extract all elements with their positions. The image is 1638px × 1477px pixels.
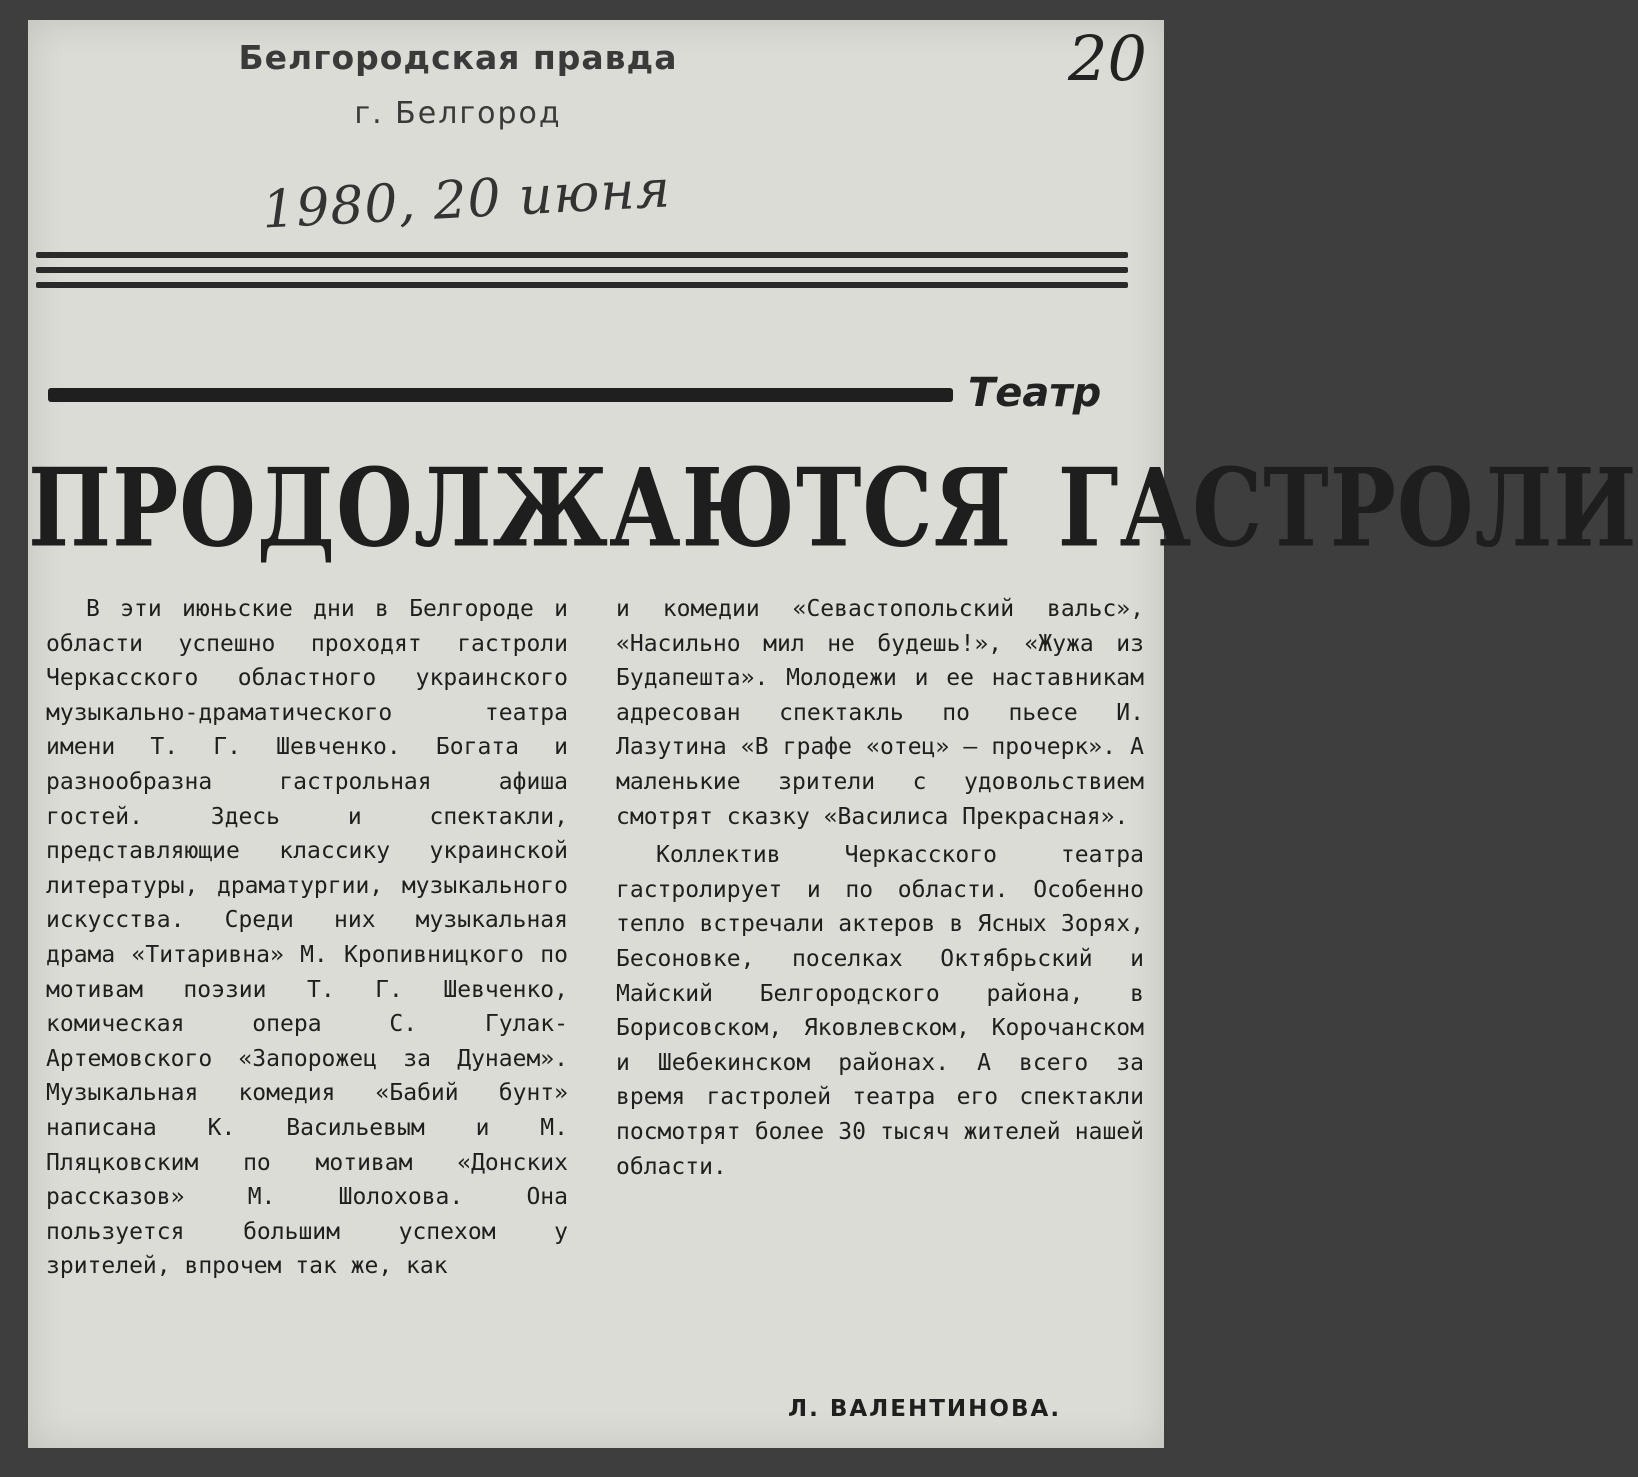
article-author: Л. ВАЛЕНТИНОВА.	[788, 1396, 1062, 1422]
divider-rule	[36, 252, 1128, 258]
article-column-left	[46, 592, 568, 1284]
article-column-right	[616, 592, 1144, 1184]
divider-rule	[36, 267, 1128, 273]
header-rules	[36, 252, 1128, 297]
newspaper-city: г. Белгород	[354, 96, 562, 131]
sheet-number: 20	[1068, 22, 1147, 95]
article-title: ПРОДОЛЖАЮТСЯ ГАСТРОЛИ	[28, 444, 1638, 571]
article-paragraph: Коллектив Черкасского театра гастролирует и по области. Особенно тепло встречали актеров в Ясных Зорях, Бесоновке, поселках Октябрьский и Майский Белгородского района, в Борисовском, Яковлевском, Корочанском и Шебекинском районах. А всего за время гастролей театра его спектакли посмотрят более 30 тысяч жителей нашей области.	[616, 842, 1144, 1180]
section-label: Театр	[968, 370, 1102, 416]
section-bar	[48, 388, 953, 402]
article-paragraph: и комедии «Севастопольский вальс», «Насильно мил не будешь!», «Жужа из Будапешта». Молодежи и ее наставникам адресован спектакль по пьесе И. Лазутина «В графе «отец» — прочерк». А маленькие зрители с удовольствием смотрят сказку «Василиса Прекрасная».	[616, 596, 1144, 830]
newspaper-name: Белгородская правда	[238, 38, 678, 77]
article-paragraph: В эти июньские дни в Белгороде и области успешно проходят гастроли Черкасского областного украинского музыкально-драматического театра имени Т. Г. Шевченко. Богата и разнообразна гастрольная афиша гостей. Здесь и спектакли, представляющие классику украинской литературы, драматургии, музыкального искусства. Среди них музыкальная драма «Титаривна» М. Кропивницкого по мотивам поэзии Т. Г. Шевченко, комическая опера С. Гулак-Артемовского «Запорожец за Дунаем». Музыкальная комедия «Бабий бунт» написана К. Васильевым и М. Пляцковским по мотивам «Донских рассказов» М. Шолохова. Она пользуется большим успехом у зрителей, впрочем так же, как	[46, 596, 568, 1280]
handwritten-date: 1980, 20 июня	[260, 159, 673, 241]
divider-rule	[36, 282, 1128, 288]
newspaper-clipping	[28, 20, 1638, 1448]
